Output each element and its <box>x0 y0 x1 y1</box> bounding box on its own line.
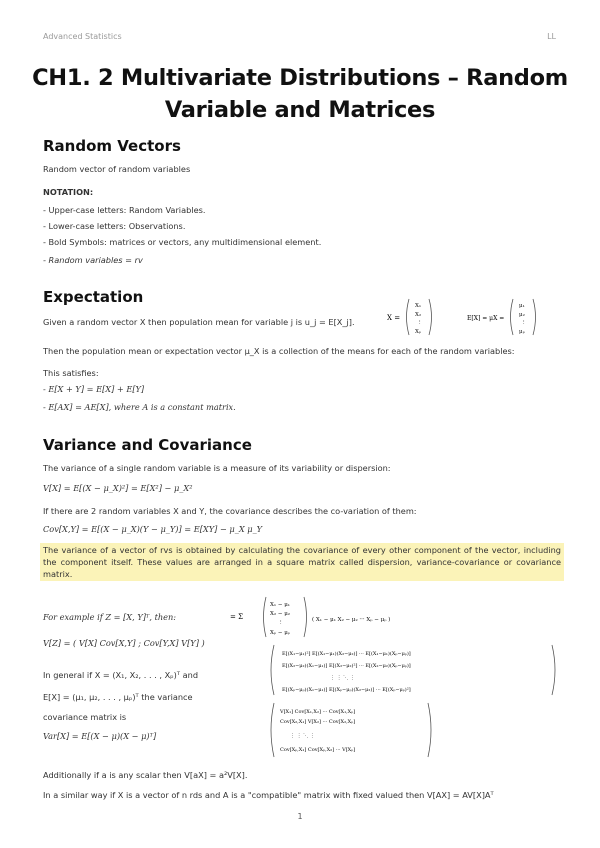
covariance-line: If there are 2 random variables X and Y, the covariance describes the co-variation of them: <box>43 506 417 516</box>
svg-text:E[(Xₚ−μₚ)(X₁−μ₁)] E[(Xₚ−μₚ)(X: E[(Xₚ−μₚ)(X₁−μ₁)] E[(Xₚ−μₚ)(X₂−μ₂)] ··· E[(Xₚ−μₚ)²] <box>282 687 411 693</box>
svg-text:E[(X₂−μ₂)(X₁−μ₁)] E[(X₂−μ₂)²: E[(X₂−μ₂)(X₁−μ₁)] E[(X₂−μ₂)²] ··· E[(X₂−μ₂)(Xₚ−μₚ)] <box>282 663 411 669</box>
svg-text:⋮: ⋮ <box>521 320 527 326</box>
svg-text:X₁ − μ₁: X₁ − μ₁ <box>270 602 291 608</box>
section-heading-random-vectors: Random Vectors <box>43 137 181 155</box>
expectation-prop2: - E[AX] = AE[X], where A is a constant matrix. <box>43 402 236 412</box>
notation-bullet: - Upper-case letters: Random Variables. <box>43 205 206 215</box>
notation-bullet: - Lower-case letters: Observations. <box>43 221 186 231</box>
scalar-line: Additionally if a is any scalar then V[aX] = a²V[X]. <box>43 770 248 780</box>
svg-text:= Σ: = Σ <box>230 613 244 621</box>
svg-text:V[X₁] Cov[X₁,X₂] ··· Cov[X₁,: V[X₁] Cov[X₁,X₂] ··· Cov[X₁,Xₚ] <box>280 709 356 715</box>
svg-text:E[(X₁−μ₁)²] E[(X₁−μ₁)(X₂−μ₂): E[(X₁−μ₁)²] E[(X₁−μ₁)(X₂−μ₂)] ··· E[(X₁−μ₁)(Xₚ−μₚ)] <box>282 651 411 657</box>
svg-text:X₁: X₁ <box>415 303 422 309</box>
svg-text:Cov[Xₚ,X₁] Cov[Xₚ,X₂] ··· V[X: Cov[Xₚ,X₁] Cov[Xₚ,X₂] ··· V[Xₚ] <box>280 747 356 753</box>
svg-text:Xₚ: Xₚ <box>415 329 422 335</box>
svg-text:⋮ ⋮ ⋱: ⋮ ⋮ ⋱ ⋮ <box>290 733 315 739</box>
satisfies-label: This satisfies: <box>43 368 99 378</box>
random-vectors-intro: Random vector of random variables <box>43 164 191 174</box>
svg-text:( X₁ − μ₁ X₂ − μ₂ ··· Xₚ: ( X₁ − μ₁ X₂ − μ₂ ··· Xₚ − μₚ ) <box>312 617 391 623</box>
x-vector-figure <box>385 296 435 338</box>
svg-text:X =: X = <box>387 314 401 322</box>
svg-text:X₂: X₂ <box>415 312 422 318</box>
notation-label: NOTATION: <box>43 187 94 197</box>
var-x-formula: Var[X] = E[(X − μ)(X − μ)ᵀ] <box>43 731 157 741</box>
vz-formula: V[Z] = ( V[X] Cov[X,Y] ; Cov[Y,X] V[Y] ) <box>43 638 205 648</box>
svg-text:⋮: ⋮ <box>278 620 284 626</box>
variance-formula: V[X] = E[(X − μ_X)²] = E[X²] − μ_X² <box>43 483 193 493</box>
covariance-formula: Cov[X,Y] = E[(X − μ_X)(Y − μ_Y)] = E[XY] − μ_X μ_Y <box>43 524 263 534</box>
svg-text:E[X] = μX =: E[X] = μX = <box>467 315 505 322</box>
expectation-line2: Then the population mean or expectation vector μ_X is a collection of the means for each of the random variables: <box>43 346 515 356</box>
variance-line1: The variance of a single random variable is a measure of its variability or dispersion: <box>43 463 391 473</box>
header-right: LL <box>547 32 556 41</box>
svg-text:X₂ − μ₂: X₂ − μ₂ <box>270 611 291 617</box>
section-heading-expectation: Expectation <box>43 288 144 306</box>
example-line: For example if Z = [X, Y]ᵀ, then: <box>43 612 177 622</box>
svg-text:μ₁: μ₁ <box>519 303 525 309</box>
covariance-matrix-figure <box>230 595 560 765</box>
page-title: CH1. 2 Multivariate Distributions – Random Variable and Matrices <box>32 65 568 123</box>
header-left: Advanced Statistics <box>43 32 122 41</box>
general-line1: In general if X = (X₁, X₂, . . . , Xₚ)ᵀ and <box>43 670 199 680</box>
section-heading-variance: Variance and Covariance <box>43 436 252 454</box>
svg-text:⋮: ⋮ <box>417 320 423 326</box>
expectation-prop1: - E[X + Y] = E[X] + E[Y] <box>43 384 145 394</box>
compatible-matrix-line: In a similar way if X is a vector of n rds and A is a "compatible" matrix with fixed valued then V[AX] = AV[X]Aᵀ <box>43 790 494 800</box>
highlighted-definition: The variance of a vector of rvs is obtained by calculating the covariance of every other component of the vector, including the component itself. These values are arranged in a square matrix called dispersion, variance-covariance or covariance matrix. <box>40 543 564 581</box>
svg-text:Xₚ − μₚ: Xₚ − μₚ <box>270 630 290 636</box>
general-line2: E[X] = (μ₁, μ₂, . . . , μₚ)ᵀ the variance <box>43 692 193 702</box>
mean-vector-figure <box>465 296 540 338</box>
notation-bullet: - Random variables = rv <box>43 255 143 265</box>
general-line3: covariance matrix is <box>43 712 127 722</box>
svg-text:Cov[X₂,X₁] V[X₂] ··· Cov[X₂,: Cov[X₂,X₁] V[X₂] ··· Cov[X₂,Xₚ] <box>280 719 356 725</box>
expectation-line1: Given a random vector X then population mean for variable j is u_j = E[X_j]. <box>43 317 355 327</box>
svg-text:⋮ ⋮: ⋮ ⋮ ⋱ ⋮ <box>330 675 355 681</box>
notation-bullet: - Bold Symbols: matrices or vectors, any multidimensional element. <box>43 237 322 247</box>
svg-text:μ₂: μ₂ <box>519 312 525 318</box>
page-number: 1 <box>297 812 303 821</box>
svg-text:μₚ: μₚ <box>519 329 525 335</box>
